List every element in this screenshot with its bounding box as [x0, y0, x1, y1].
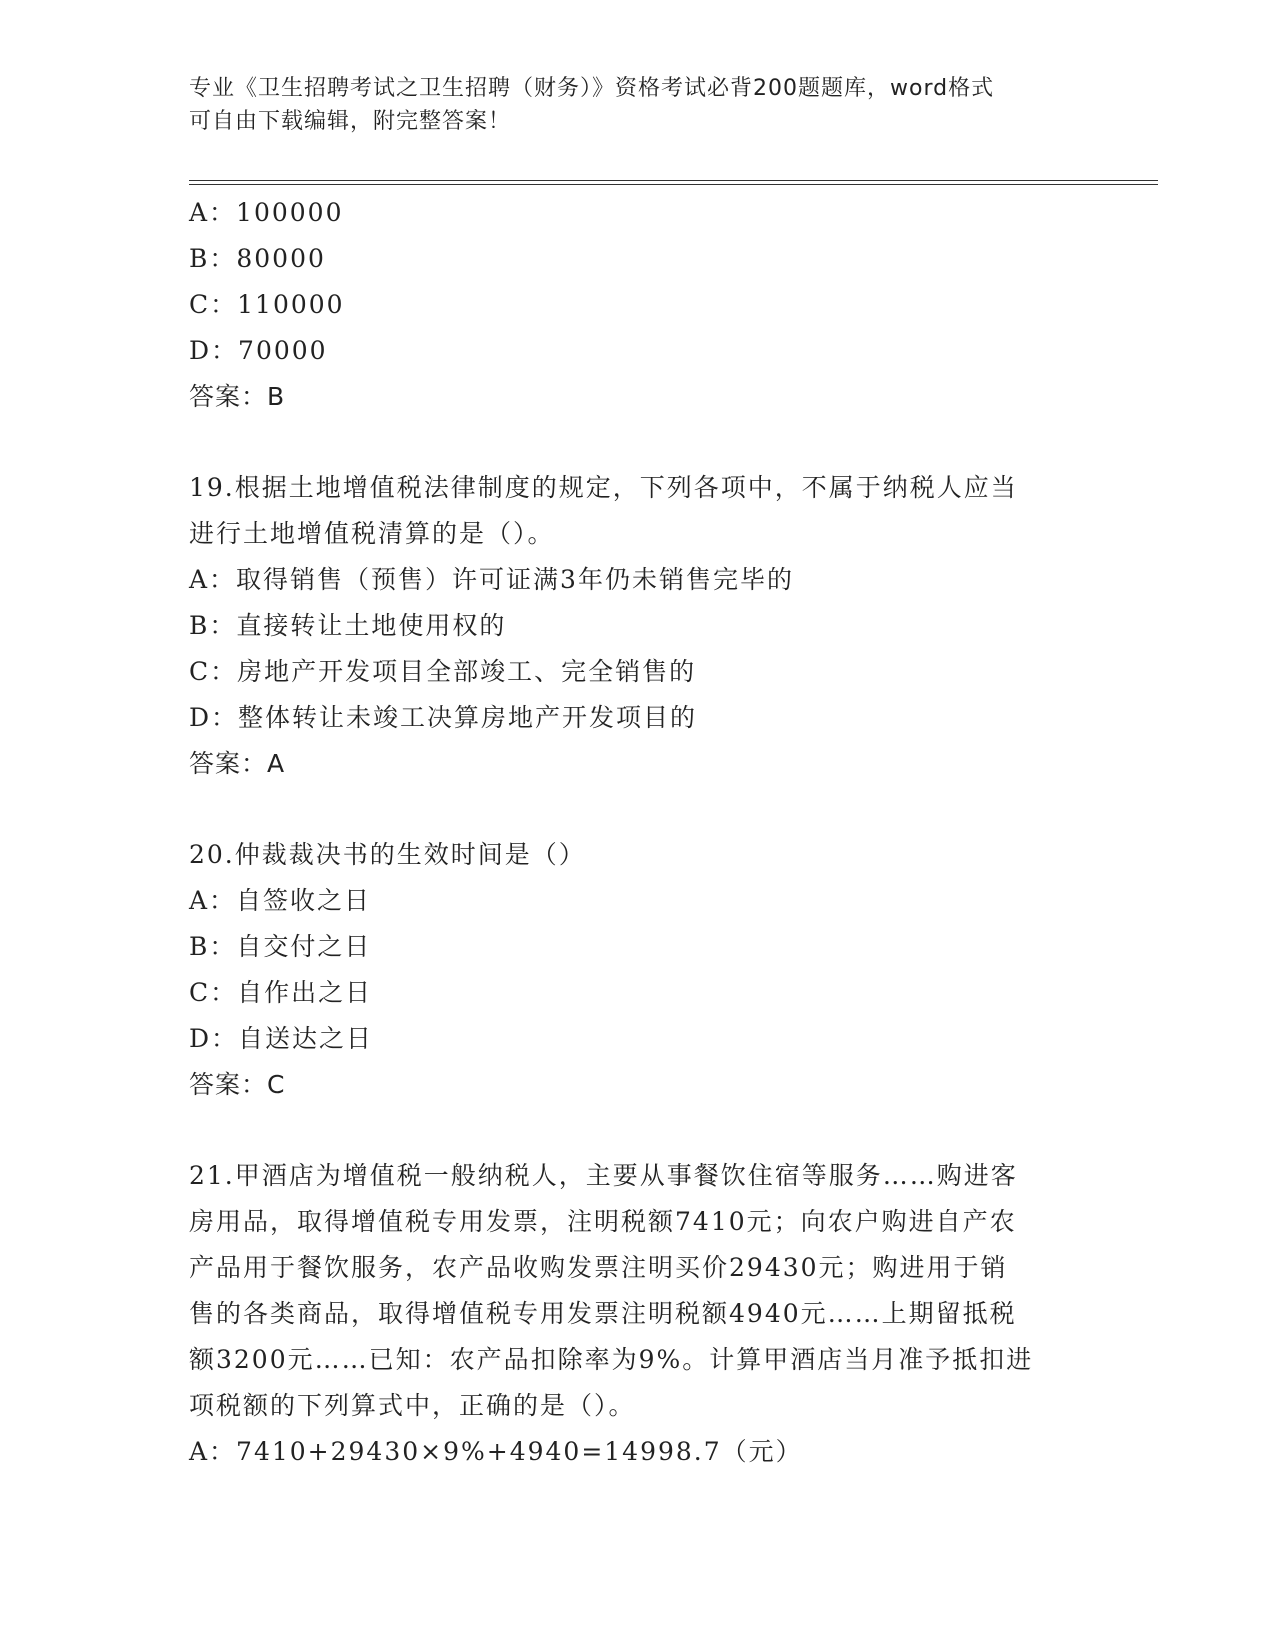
question-stem-line: 房用品，取得增值税专用发票，注明税额7410元；向农户购进自产农 — [189, 1207, 1017, 1236]
option-c: C：房地产开发项目全部竣工、完全销售的 — [189, 657, 697, 686]
question-stem-line: 20.仲裁裁决书的生效时间是（） — [189, 840, 586, 869]
question-21-block — [189, 1153, 1089, 1475]
option-a: A：自签收之日 — [189, 886, 372, 915]
question-stem-line: 19.根据土地增值税法律制度的规定，下列各项中，不属于纳税人应当 — [189, 473, 1018, 502]
option-b: B：自交付之日 — [189, 932, 372, 961]
header-title-line-2: 可自由下载编辑，附完整答案！ — [189, 109, 512, 134]
option-b: B：直接转让土地使用权的 — [189, 611, 507, 640]
question-stem-line: 项税额的下列算式中，正确的是（）。 — [189, 1391, 636, 1420]
option-d: D：70000 — [189, 336, 328, 365]
question-stem-line: 进行土地增值税清算的是（）。 — [189, 519, 555, 548]
question-content — [189, 190, 1089, 1475]
answer-line: 答案：A — [189, 749, 286, 778]
header-title-line-1: 专业《卫生招聘考试之卫生招聘（财务）》资格考试必背200题题库，word格式 — [189, 76, 995, 101]
question-18-block — [189, 190, 1089, 420]
question-stem-line: 额3200元……已知：农产品扣除率为9%。计算甲酒店当月准予抵扣进 — [189, 1345, 1034, 1374]
answer-line: 答案：B — [189, 382, 286, 411]
question-stem-line: 产品用于餐饮服务，农产品收购发票注明买价29430元；购进用于销 — [189, 1253, 1008, 1282]
spacer — [189, 420, 1089, 465]
spacer — [189, 787, 1089, 832]
option-d: D：自送达之日 — [189, 1024, 374, 1053]
spacer — [189, 1108, 1089, 1153]
option-d: D：整体转让未竣工决算房地产开发项目的 — [189, 703, 698, 732]
header-divider-bottom — [189, 184, 1158, 185]
question-19-block — [189, 465, 1089, 787]
option-b: B：80000 — [189, 244, 326, 273]
option-a: A：取得销售（预售）许可证满3年仍未销售完毕的 — [189, 565, 794, 594]
question-stem-line: 售的各类商品，取得增值税专用发票注明税额4940元……上期留抵税 — [189, 1299, 1017, 1328]
option-c: C：110000 — [189, 290, 345, 319]
question-stem-line: 21.甲酒店为增值税一般纳税人，主要从事餐饮住宿等服务……购进客 — [189, 1161, 1018, 1190]
option-a: A：7410+29430×9%+4940=14998.7（元） — [189, 1437, 803, 1466]
answer-line: 答案：C — [189, 1070, 286, 1099]
question-20-block — [189, 832, 1089, 1108]
option-c: C：自作出之日 — [189, 978, 373, 1007]
option-a: A：100000 — [189, 198, 344, 227]
document-header — [189, 72, 1089, 138]
header-divider-top — [189, 180, 1158, 181]
